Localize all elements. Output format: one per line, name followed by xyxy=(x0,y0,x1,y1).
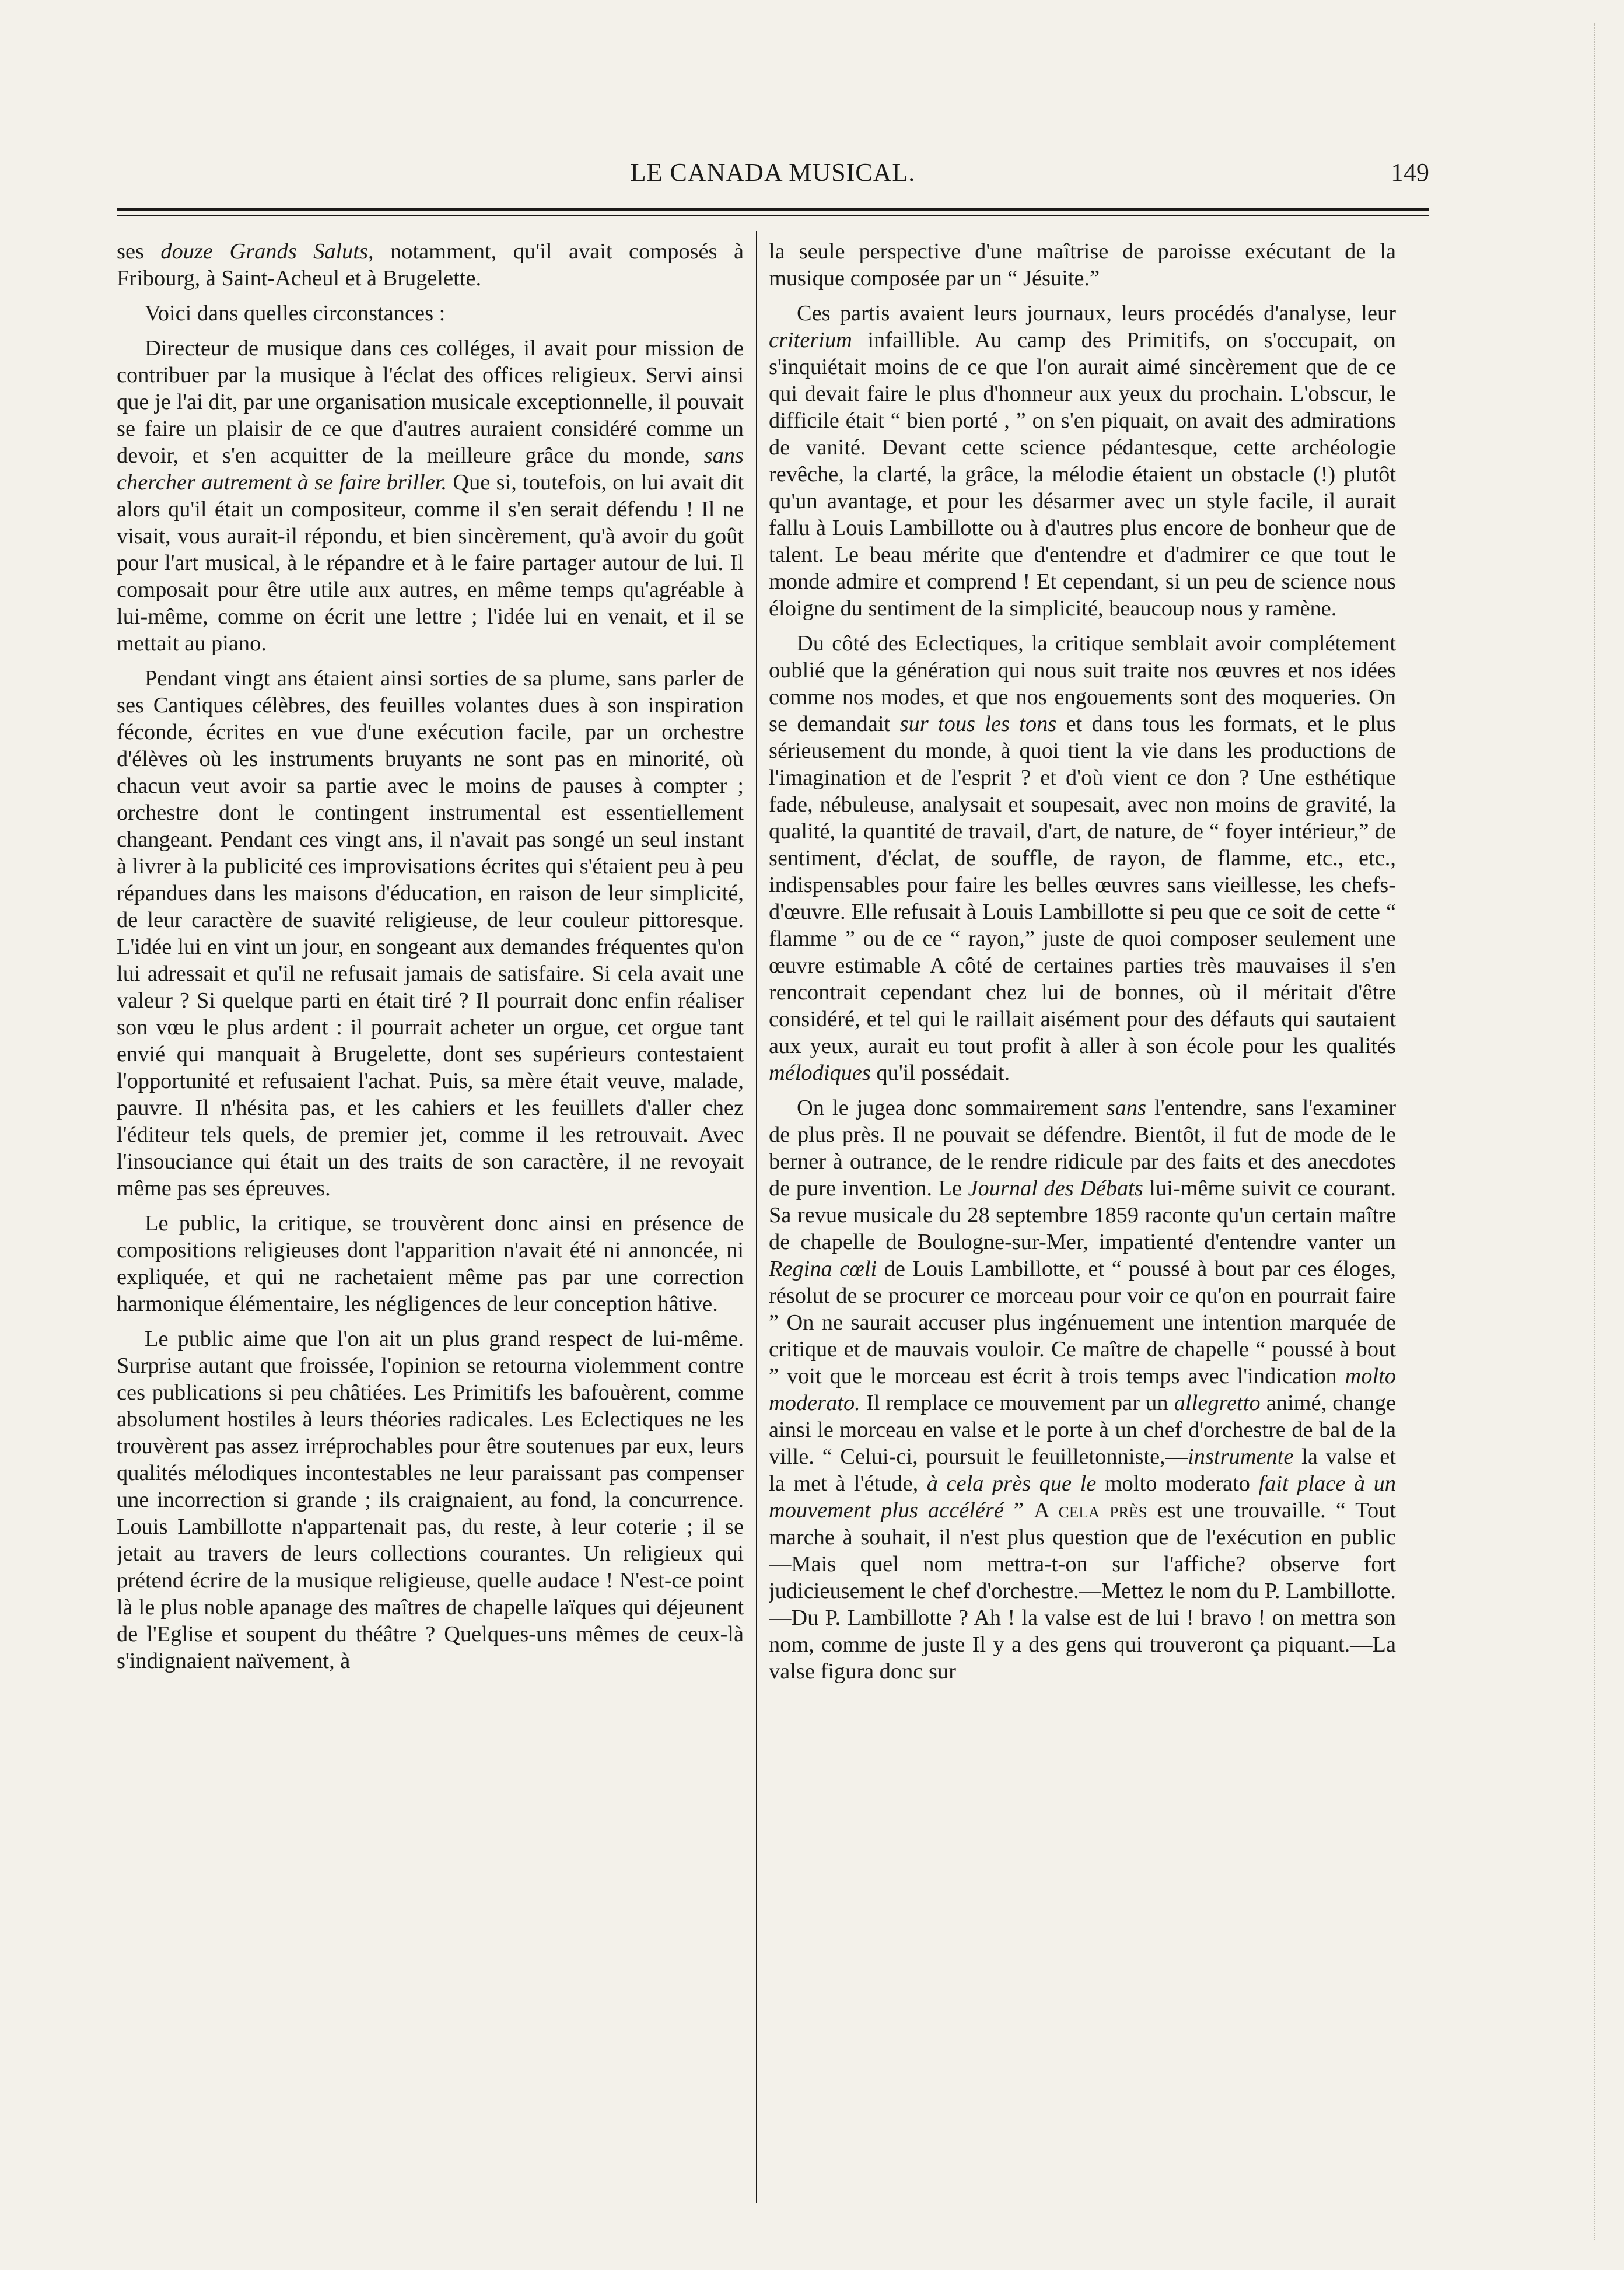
italic-run: à cela près que le xyxy=(926,1471,1097,1496)
text-run: animé, change ainsi le morceau en valse et le porte à un chef d'orchestre de bal de la ville. “ Celui-ci, poursuit le feuilletonniste,— xyxy=(769,1391,1396,1469)
text-run: lui-même suivit ce courant. Sa revue musicale du 28 septembre 1859 raconte qu'un certain maître de chapelle de Boulogne-sur-Mer, impatienté d'entendre vanter un xyxy=(769,1176,1396,1254)
paragraph xyxy=(769,300,1396,622)
italic-run: sans xyxy=(1106,1096,1147,1120)
column-divider xyxy=(756,231,757,2203)
italic-run: Regina cœli xyxy=(769,1257,877,1281)
text-run: ” xyxy=(1003,1498,1034,1523)
paragraph xyxy=(117,665,744,1202)
text-run: Ces partis avaient leurs journaux, leurs procédés d'analyse, leur xyxy=(797,301,1396,326)
text-run: Le public aime que l'on ait un plus grand respect de lui-même. Surprise autant que froissée, l'opinion se retourna violemment contre ces publications si peu châtiées. Les Primitifs les bafouèrent, comme absolument hostiles à leurs théories radicales. Les Eclectiques ne les trouvèrent pas assez irréprochables pour être soutenues par eux, leurs qualités mélodiques incontestables ne leur paraissant pas compenser une incorrection si grande ; ils craignaient, au fond, la concurrence. Louis Lambillotte n'appartenait pas, du reste, à leur coterie ; il se jetait au travers de leurs collections courantes. Un religieux qui prétend écrire de la musique religieuse, quelle audace ! N'est-ce point là le plus noble apanage des maîtres de chapelle laïques qui déjeunent de l'Eglise et soupent du théâtre ? Quelques-uns mêmes de ceux-là s'indignaient naïvement, à xyxy=(117,1327,744,1673)
italic-run: fait place à un mouvement plus accéléré xyxy=(769,1471,1396,1523)
paragraph xyxy=(117,238,744,292)
italic-run: douze Grands Saluts, xyxy=(160,239,374,264)
text-run: la seule perspective d'une maîtrise de paroisse exécutant de la musique composée par un “ Jésuite.” xyxy=(769,239,1396,291)
text-run: Le public, la critique, se trouvèrent donc ainsi en présence de compositions religieuses dont l'apparition n'avait été ni annoncée, ni expliquée, et qui ne rachetaient même pas par une correction harmonique élémentaire, les négligences de leur conception hâtive. xyxy=(117,1211,744,1316)
right-column xyxy=(769,238,1396,2204)
text-run: Voici dans quelles circonstances : xyxy=(145,301,446,326)
page-header xyxy=(117,158,1429,198)
italic-run: allegretto xyxy=(1174,1391,1261,1415)
text-run: Que si, toutefois, on lui avait dit alors qu'il était un compositeur, comme il s'en serait défendu ! Il ne visait, vous aurait-il répondu, et bien sincèrement, qu'à avoir du goût pour l'art musical, à le répandre et à le faire partager autour de lui. Il composait pour être utile aux autres, en même temps qu'agréable à lui-même, comme on écrit une lettre ; l'idée lui en venait, et il se mettait au piano. xyxy=(117,470,744,656)
paragraph xyxy=(769,630,1396,1086)
italic-run: sur tous les tons xyxy=(900,712,1057,736)
text-run: qu'il possédait. xyxy=(870,1061,1010,1085)
header-rule xyxy=(117,208,1429,211)
text-run: Du côté des Eclectiques, la critique semblait avoir complétement oublié que la génération qui nous suit traite nos œuvres et nos idées comme nos modes, et que nos engouements sont des moqueries. On se demandait xyxy=(769,631,1396,736)
italic-run: Journal des Débats xyxy=(968,1176,1143,1201)
text-run: Pendant vingt ans étaient ainsi sorties de sa plume, sans parler de ses Cantiques célèbres, des feuilles volantes dues à son inspiration féconde, écrites en vue d'une exécution facile, par un orchestre d'élèves où les instruments bruyants ne sont pas en minorité, où chacun veut avoir sa partie avec le moins de pauses à compter ; orchestre dont le contingent instrumental est essentiellement changeant. Pendant ces vingt ans, il n'avait pas songé un seul instant à livrer à la publicité ces improvisations écrites qui s'étaient peu à peu répandues dans les maisons d'éducation, en raison de leur simplicité, de leur caractère de suavité religieuse, de leur couleur pittoresque. L'idée lui en vint un jour, en songeant aux demandes fréquentes qu'on lui adressait et qu'il ne refusait jamais de satisfaire. Si cela avait une valeur ? Si quelque parti en était tiré ? Il pourrait donc enfin réaliser son vœu le plus ardent : il pourrait acheter un orgue, cet orgue tant envié qui manquait à Brugelette, dont ses supérieurs contestaient l'opportunité et refusaient l'achat. Puis, sa mère était veuve, malade, pauvre. Il n'hésita pas, et les cahiers et les feuillets d'aller chez l'éditeur tels quels, de premier jet, comme il les retrouvait. Avec l'insouciance qui était un des traits de son caractère, il ne revoyait même pas ses épreuves. xyxy=(117,666,744,1201)
text-run: est une trouvaille. “ Tout marche à souhait, il n'est plus question que de l'exécution en public —Mais quel nom mettra-t-on sur l'affiche? observe fort judicieusement le chef d'orchestre.—Mettez le nom du P. Lambillotte. —Du P. Lambillotte ? Ah ! la valse est de lui ! bravo ! on mettra son nom, comme de juste Il y a des gens qui trouveront ça piquant.—La valse figura donc sur xyxy=(769,1498,1396,1684)
italic-run: molto moderato. xyxy=(769,1364,1396,1415)
paragraph xyxy=(117,335,744,657)
text-run: de Louis Lambillotte, et “ poussé à bout par ces éloges, résolut de se procurer ce morceau pour voir ce qu'on en pourrait faire ” On ne saurait accuser plus ingénuement une intention marquée de critique et de mauvais vouloir. Ce maître de chapelle “ poussé à bout ” voit que le morceau est écrit à trois temps avec l'indication xyxy=(769,1257,1396,1388)
italic-run: sans chercher autrement à se faire briller. xyxy=(117,443,744,495)
text-run: l'entendre, sans l'examiner de plus près. Il ne pouvait se défendre. Bientôt, il fut de mode de le berner à outrance, de le rendre ridicule par des faits et des anecdotes de pure invention. Le xyxy=(769,1096,1396,1201)
scan-edge-noise xyxy=(1553,23,1595,2240)
header-rule-thin xyxy=(117,215,1429,216)
text-run: la valse et la met à l'étude, xyxy=(769,1444,1396,1496)
paragraph xyxy=(117,1325,744,1674)
paragraph xyxy=(117,300,744,327)
smallcaps-run: A cela près xyxy=(1034,1498,1147,1523)
italic-run: criterium xyxy=(769,328,852,352)
paragraph xyxy=(117,1210,744,1317)
text-run: On le jugea donc sommairement xyxy=(797,1096,1107,1120)
paragraph xyxy=(769,238,1396,292)
text-run: et dans tous les formats, et le plus sérieusement du monde, à quoi tient la vie dans les productions de l'imagination et de l'esprit ? et d'où vient ce don ? Une esthétique fade, nébuleuse, analysait et soupesait, avec non moins de gravité, la qualité, la quantité de travail, d'art, de nature, de “ foyer intérieur,” de sentiment, d'éclat, de souffle, de rayon, de flamme, etc., etc., indispensables pour faire les belles œuvres sans vieillesse, les chefs-d'œuvre. Elle refusait à Louis Lambillotte si peu que ce soit de cette “ flamme ” ou de ce “ rayon,” juste de quoi composer seulement une œuvre estimable A côté de certaines parties très mauvaises il s'en rencontrait cependant chez lui de bonnes, où il méritait d'être considéré, et tel qui le raillait aisément pour des défauts qui sautaient aux yeux, aurait eu tout profit à aller à son école pour les qualités xyxy=(769,712,1396,1058)
page-number: 149 xyxy=(1391,158,1429,187)
italic-run: instrumente xyxy=(1188,1444,1294,1469)
italic-run: mélodiques xyxy=(769,1061,871,1085)
text-run: molto moderato xyxy=(1096,1471,1259,1496)
text-run: notamment, qu'il avait composés à Fribourg, à Saint-Acheul et à Brugelette. xyxy=(117,239,744,291)
text-run: infaillible. Au camp des Primitifs, on s'occupait, on s'inquiétait moins de ce que l'on aurait aimé sincèrement que de ce qui devait faire le plus d'honneur aux yeux du prochain. L'obscur, le difficile était “ bien porté , ” on s'en piquait, on avait des admirations de vanité. Devant cette science pédantesque, cette archéologie revêche, la clarté, la grâce, la mélodie étaient un obstacle (!) plutôt qu'un avantage, et pour les désarmer avec un style facile, il aurait fallu à Louis Lambillotte ou à d'autres plus encore de bonheur que de talent. Le beau mérite que d'entendre et d'admirer ce que tout le monde admire et comprend ! Et cependant, si un peu de science nous éloigne du sentiment de la simplicité, beaucoup nous y ramène. xyxy=(769,328,1396,621)
left-column xyxy=(117,238,744,2204)
text-run: Directeur de musique dans ces colléges, il avait pour mission de contribuer par la musique à l'éclat des offices religieux. Servi ainsi que je l'ai dit, par une organisation musicale exceptionnelle, il pouvait se faire un plaisir de ce que d'autres auraient considéré comme un devoir, et s'en acquitter de la meilleure grâce du monde, xyxy=(117,336,744,468)
text-run: Il remplace ce mouvement par un xyxy=(860,1391,1174,1415)
text-run: ses xyxy=(117,239,161,264)
paragraph xyxy=(769,1094,1396,1685)
running-title: LE CANADA MUSICAL. xyxy=(630,158,916,187)
